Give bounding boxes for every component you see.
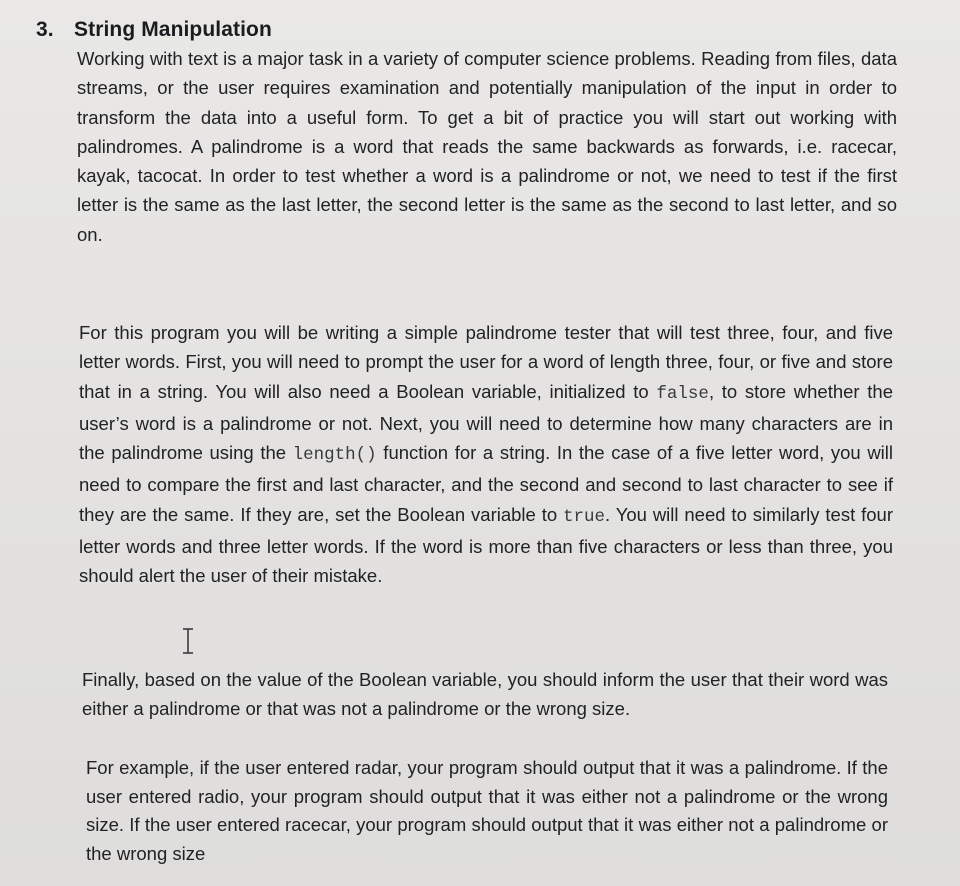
instructions-text-4: . You will need to similarly test four letter words and three letter words. If the word is more than five characters or less than three, you should alert the user of their mistake. <box>79 503 893 587</box>
conclusion-paragraph: Finally, based on the value of the Boolean variable, you should inform the user that their word was either a palindrome or that was not a palindrome or the wrong size. <box>82 669 888 720</box>
intro-paragraph: Working with text is a major task in a variety of computer science problems. Reading from files, data streams, or the user requires examination and potentially manipulation of the input in order to transform the data into a useful form. To get a bit of practice you will start out working with palindromes. A palindrome is a word that reads the same backwards as forwards, i.e. racecar, kayak, tacocat. In order to test whether a word is a palindrome or not, we need to test if the first letter is the same as the last letter, the second letter is the same as the second to last letter, and so on. <box>77 48 897 245</box>
section-heading <box>36 18 272 42</box>
instructions-text-2: , to store whether the user’s word is a palindrome or not. Next, you will need to determine how many characters are in the palindrome using the <box>79 380 893 464</box>
instructions-text-3: function for a string. In the case of a five letter word, you will need to compare the first and last character, and the second and second to last character to see if they are the same. If they are, set the Boolean variable to <box>79 442 894 525</box>
instructions-paragraph <box>79 318 893 591</box>
code-length: length() <box>292 445 377 466</box>
section-number: 3. <box>36 18 54 41</box>
code-false: false <box>656 383 709 404</box>
text-cursor-icon <box>180 626 196 656</box>
code-true: true <box>563 506 606 527</box>
section-title: String Manipulation <box>74 18 272 41</box>
instructions-text-1: For this program you will be writing a simple palindrome tester that will test three, four, and five letter words. First, you will need to prompt the user for a word of length three, four, or five and store that in a string. You will also need a Boolean variable, initialized to <box>79 322 893 402</box>
example-paragraph: For example, if the user entered radar, your program should output that it was a palindrome. If the user entered radio, your program should output that it was either not a palindrome or the wrong size. If the user entered racecar, your program should output that it was either not a palindrome or the wrong size <box>86 757 888 864</box>
